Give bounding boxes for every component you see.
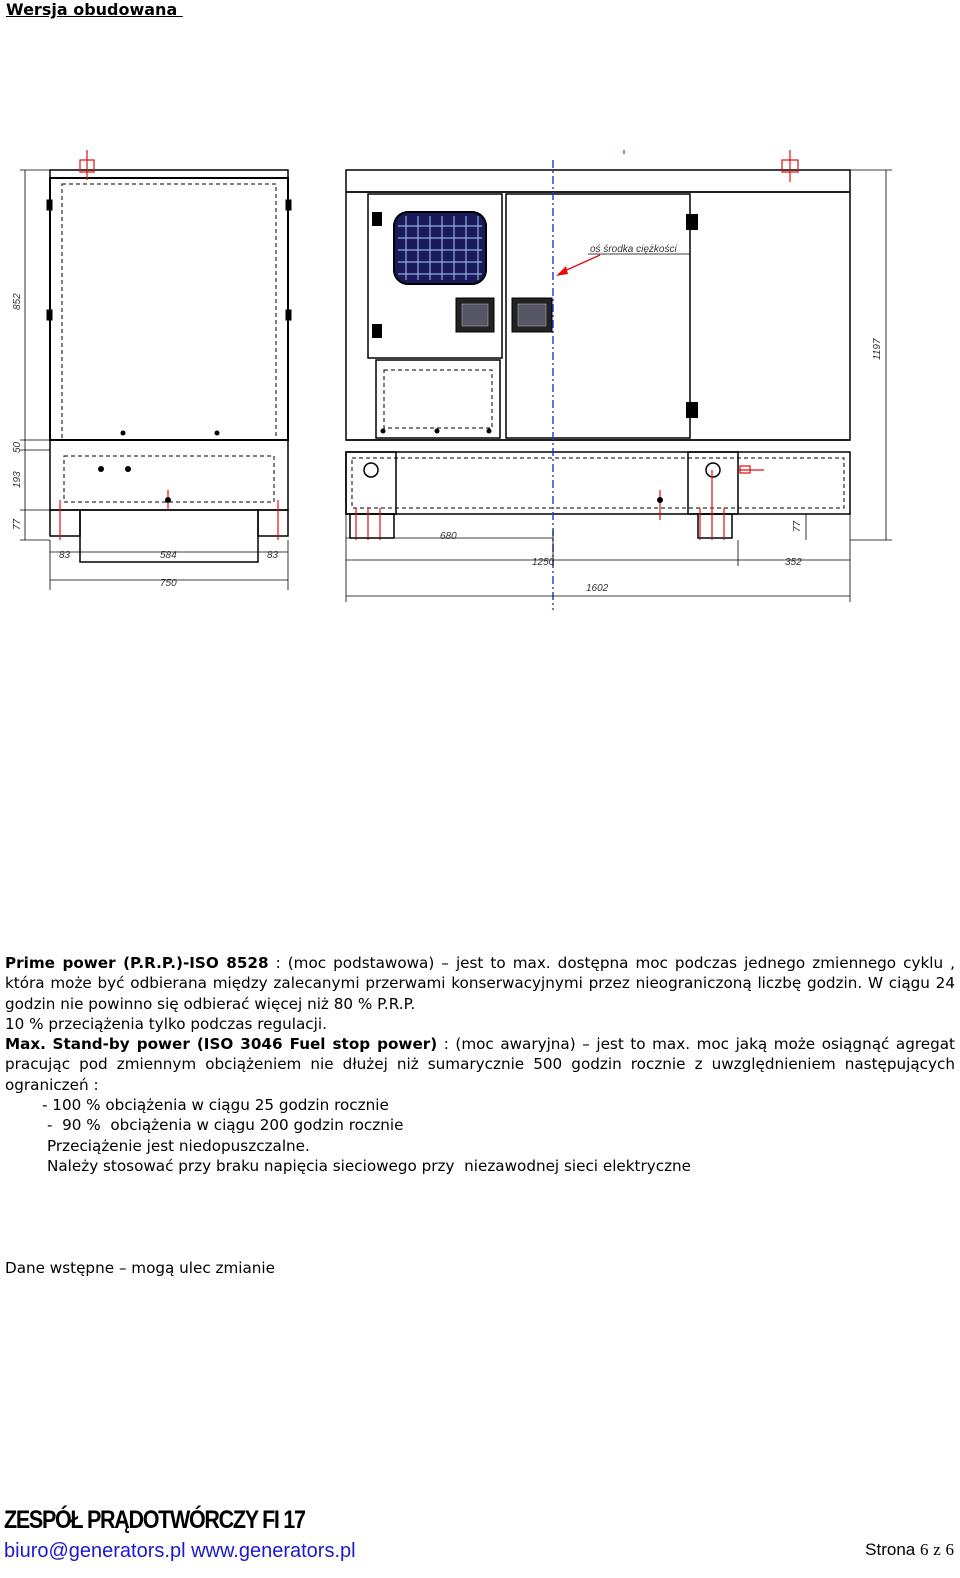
limit-item-2: - 90 % obciążenia w ciągu 200 godzin rocznie <box>47 1116 404 1135</box>
side-lift-markers <box>356 150 798 540</box>
dim-852: 852 <box>12 293 23 310</box>
radiator-grille <box>394 212 486 284</box>
dim-83-left: 83 <box>59 550 71 561</box>
dim-50: 50 <box>12 441 23 453</box>
dim-680: 680 <box>440 531 457 542</box>
dim-193: 193 <box>12 471 23 488</box>
prime-power-desc: : (moc podstawowa) – jest to max. dostępna moc podczas jednego zmiennego cyklu , która może być odbierana między zalecanymi przerwami konserwacyjnymi przez nieograniczoną liczbę godzin. W ciągu 24 godzin nie powinno się odbierać więcej niż 80 % P.R.P. <box>5 954 955 1013</box>
front-small-marks <box>98 431 220 504</box>
front-view <box>47 170 291 562</box>
footer-contact-links[interactable]: biuro@generators.pl www.generators.pl <box>4 1540 356 1562</box>
dim-750: 750 <box>160 578 177 589</box>
footer-product-title: ZESPÓŁ PRĄDOTWÓRCZY FI 17 <box>4 1506 305 1534</box>
cog-label: oś środka ciężkości <box>590 244 677 255</box>
footer-page-number <box>865 1540 954 1560</box>
limit-item-4: Należy stosować przy braku napięcia sieciowego przy niezawodnej sieci elektryczne <box>47 1156 692 1175</box>
dim-1197: 1197 <box>872 338 883 360</box>
page-label: Strona <box>865 1540 916 1559</box>
front-lift-markers <box>60 150 278 540</box>
dim-352: 352 <box>785 557 802 568</box>
page-total: 6 <box>945 1540 954 1559</box>
standby-power-paragraph <box>5 1034 955 1095</box>
overload-note: 10 % przeciążenia tylko podczas regulacji. <box>5 1014 327 1033</box>
dim-77-side: 77 <box>792 520 803 532</box>
dim-1602: 1602 <box>586 583 609 594</box>
disclaimer-note: Dane wstępne – mogą ulec zmianie <box>5 1259 276 1277</box>
limit-item-3: Przeciążenie jest niedopuszczalne. <box>47 1136 310 1155</box>
technical-drawing <box>0 140 960 610</box>
section-heading: Wersja obudowana <box>6 0 183 19</box>
prime-power-paragraph <box>5 953 955 1014</box>
dim-83-right: 83 <box>267 550 279 561</box>
cog-arrow <box>556 254 690 503</box>
control-panels <box>456 298 552 332</box>
prime-power-term: Prime power (P.R.P.)-ISO 8528 <box>5 954 269 972</box>
limit-item-1: - 100 % obciążenia w ciągu 25 godzin rocznie <box>42 1096 389 1115</box>
dim-1250: 1250 <box>532 557 555 568</box>
standby-power-desc: : (moc awaryjna) – jest to max. moc jaką może osiągnąć agregat pracując pod zmiennym obciążeniem nie dłużej niż sumarycznie 500 godzin rocznie z uwzględnieniem następujących ograniczeń : <box>5 1035 956 1094</box>
standby-max-term: Max. <box>5 1035 46 1054</box>
dim-584: 584 <box>160 550 177 561</box>
dim-77-front: 77 <box>12 518 23 530</box>
page-current: 6 <box>919 1540 929 1559</box>
standby-power-term: Stand-by power (ISO 3046 Fuel stop power) <box>52 1035 438 1054</box>
page-separator: z <box>933 1540 941 1559</box>
power-definitions <box>5 953 955 1176</box>
